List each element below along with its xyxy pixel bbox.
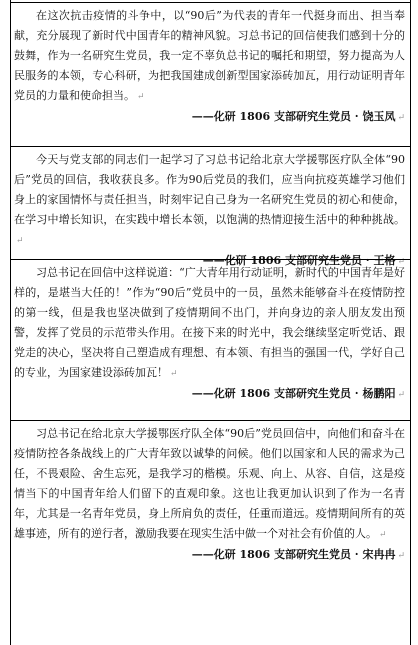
testimony-text-1: 在这次抗击疫情的斗争中，以“90后”为代表的青年一代挺身而出、担当奉献，充分展现了新时代中国青年的精神风貌。习总书记的回信使我们感到十分的鼓舞，作为一名研究生党员，我一定不辜负总书记的嘱托和期望，努力提高为人民服务的本领，专心科研，为把我国建成创新型国家添砖加瓦，用行动证明青年党员的力量和使命担当。 ↵	[14, 9, 405, 102]
testimony-signature-1: ——化研 1806 支部研究生党员 · 饶玉凤 ↵	[191, 110, 405, 123]
return-mark-icon: ↵	[397, 257, 405, 267]
testimony-text-4: 习总书记在给北京大学援鄂医疗队全体“90后”党员回信中，向他们和奋斗在疫情防控各条战线上的广大青年致以诚挚的问候。他们以国家和人民的需求为己任，不畏艰险、舍生忘死，是我学习的楷模。乐观、向上、从容、自信，这是疫情当下的中国青年给人们留下的直观印象。这也让我更加认识到了作为一名青年，尤其是一名青年党员，身上所肩负的责任，任重而道远。疫情期间所有的英雄事迹，所有的逆行者，激励我要在现实生活中做一个对社会有价值的人。 ↵	[14, 427, 405, 540]
testimony-section-4	[14, 424, 405, 564]
row-divider	[10, 146, 410, 147]
return-mark-icon: ↵	[397, 113, 405, 123]
table-border-left	[10, 0, 11, 645]
testimony-signature-4: ——化研 1806 支部研究生党员 · 宋冉冉 ↵	[191, 548, 405, 561]
return-mark-icon: ↵	[397, 390, 405, 400]
table-border-top	[10, 2, 410, 3]
testimony-signature-2: ——化研 1806 支部研究生党员 · 王格 ↵	[202, 254, 405, 267]
testimony-text-3: 习总书记在回信中这样说道：“广大青年用行动证明，新时代的中国青年是好样的，是堪当大任的！”作为“90后”党员中的一员，虽然未能够奋斗在疫情防控的第一线，但是我也坚决做到了疫情期间不出门，并向身边的亲人朋友发出预警，发挥了党员的示范带头作用。在接下来的时光中，我会继续坚定听党话、跟党走的决心，坚决将自己塑造成有理想、有本领、有担当的强国一代，学好自己的专业，为国家建设添砖加瓦！ ↵	[14, 266, 405, 379]
testimony-section-2	[14, 150, 405, 270]
row-divider	[10, 420, 410, 421]
table-border-right	[410, 0, 411, 645]
return-mark-icon: ↵	[137, 92, 145, 102]
return-mark-icon: ↵	[16, 236, 24, 246]
testimony-section-3	[14, 263, 405, 403]
return-mark-icon: ↵	[170, 369, 178, 379]
return-mark-icon: ↵	[379, 530, 387, 540]
return-mark-icon: ↵	[397, 551, 405, 561]
testimony-signature-3: ——化研 1806 支部研究生党员 · 杨鹏阳 ↵	[191, 387, 405, 400]
testimony-section-1	[14, 6, 405, 126]
testimony-text-2: 今天与党支部的同志们一起学习了习总书记给北京大学援鄂医疗队全体“90后”党员的回信，我收获良多。作为90后党员的我们，应当向抗疫英雄学习他们身上的家国情怀与责任担当，时刻牢记自己身为一名研究生党员的初心和使命，在学习中增长知识，在实践中增长本领，以饱满的热情迎接生活中的种种挑战。↵	[14, 153, 405, 246]
row-divider	[10, 259, 410, 260]
